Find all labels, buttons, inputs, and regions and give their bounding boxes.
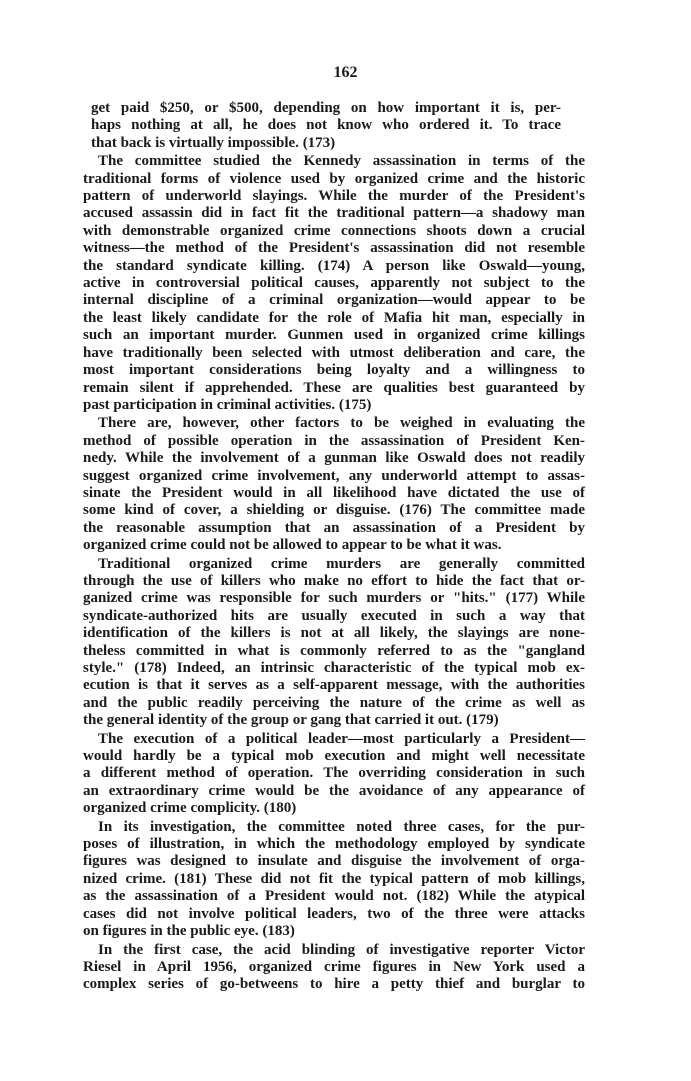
text-line: traditional forms of violence used by organized crime and the historic — [83, 170, 585, 187]
text-line: witness—the method of the President's assassination did not resemble — [83, 240, 585, 257]
text-line: remain silent if apprehended. These are qualities best guaranteed by — [83, 379, 585, 396]
text-line: poses of illustration, in which the methodology employed by syndicate — [83, 836, 585, 853]
paragraph — [83, 556, 585, 730]
text-line: that back is virtually impossible. (173) — [91, 134, 336, 151]
paragraph — [83, 731, 585, 818]
text-line: get paid $250, or $500, depending on how important it is, per- — [91, 100, 561, 116]
text-line: identification of the killers is not at all likely, the slayings are none- — [83, 625, 585, 642]
text-line: figures was designed to insulate and disguise the involvement of orga- — [83, 853, 585, 870]
text-line: The committee studied the Kennedy assassination in terms of the — [98, 153, 585, 170]
text-line: complex series of go-betweens to hire a petty thief and burglar to — [83, 976, 585, 993]
text-line: and the public readily perceiving the nature of the crime as well as — [83, 694, 585, 711]
text-line: the least likely candidate for the role of Mafia hit man, especially in — [83, 309, 585, 326]
text-line: ganized crime was responsible for such murders or "hits." (177) While — [83, 590, 585, 607]
text-line: most important considerations being loyalty and a willingness to — [83, 362, 585, 379]
text-line: suggest organized crime involvement, any underworld attempt to assas- — [83, 467, 585, 484]
text-line: the general identity of the group or gang that carried it out. (179) — [83, 712, 499, 729]
text-line: In the first case, the acid blinding of investigative reporter Victor — [98, 941, 585, 958]
text-line: nized crime. (181) These did not fit the typical pattern of mob killings, — [83, 870, 585, 887]
text-line: with demonstrable organized crime connections shoots down a crucial — [83, 222, 585, 239]
text-line: haps nothing at all, he does not know who ordered it. To trace — [91, 117, 561, 134]
text-line: organized crime could not be allowed to appear to be what it was. — [83, 537, 502, 554]
text-line: through the use of killers who make no effort to hide the fact that or- — [83, 572, 585, 589]
text-line: accused assassin did in fact fit the traditional pattern—a shadowy man — [83, 205, 585, 222]
text-line: some kind of cover, a shielding or disguise. (176) The committee made — [83, 502, 585, 519]
text-line: the reasonable assumption that an assassination of a President by — [83, 519, 585, 536]
text-line: Riesel in April 1956, organized crime figures in New York used a — [83, 958, 585, 975]
paragraph — [83, 415, 585, 554]
text-line: syndicate-authorized hits are usually executed in such a way that — [83, 607, 585, 624]
block-quote — [83, 100, 585, 152]
text-line: past participation in criminal activities. (175) — [83, 396, 372, 413]
text-line: as the assassination of a President would not. (182) While the atypical — [83, 888, 585, 905]
text-line: internal discipline of a criminal organization—would appear to be — [83, 292, 585, 309]
text-line: In its investigation, the committee noted three cases, for the pur- — [98, 818, 585, 835]
text-line: would hardly be a typical mob execution and might well necessitate — [83, 748, 585, 765]
paragraph — [83, 153, 585, 414]
text-line: a different method of operation. The overriding consideration in such — [83, 765, 585, 782]
text-line: have traditionally been selected with utmost deliberation and care, the — [83, 344, 585, 361]
text-line: theless committed in what is commonly referred to as the "gangland — [83, 642, 585, 659]
text-line: ecution is that it serves as a self-apparent message, with the authorities — [83, 677, 585, 694]
text-line: pattern of underworld slayings. While the murder of the President's — [83, 188, 585, 205]
text-line: active in controversial political causes, apparently not subject to the — [83, 275, 585, 292]
text-line: There are, however, other factors to be weighed in evaluating the — [98, 415, 585, 432]
text-line: sinate the President would in all likelihood have dictated the use of — [83, 484, 585, 501]
text-line: an extraordinary crime would be the avoidance of any appearance of — [83, 782, 585, 799]
text-line: Traditional organized crime murders are generally committed — [98, 555, 585, 572]
body-text — [83, 100, 585, 995]
text-line: The execution of a political leader—most particularly a President— — [98, 730, 585, 747]
text-line: nedy. While the involvement of a gunman like Oswald does not readily — [83, 450, 585, 467]
text-line: such an important murder. Gunmen used in organized crime killings — [83, 327, 585, 344]
page-number: 162 — [333, 64, 358, 81]
paragraph — [83, 819, 585, 941]
text-line: organized crime complicity. (180) — [83, 800, 297, 817]
text-line: the standard syndicate killing. (174) A person like Oswald—young, — [83, 257, 585, 274]
text-line: on figures in the public eye. (183) — [83, 923, 295, 940]
text-line: cases did not involve political leaders, two of the three were attacks — [83, 905, 585, 922]
text-line: method of possible operation in the assassination of President Ken- — [83, 432, 585, 449]
text-line: style." (178) Indeed, an intrinsic characteristic of the typical mob ex- — [83, 660, 585, 676]
paragraph — [83, 942, 585, 994]
